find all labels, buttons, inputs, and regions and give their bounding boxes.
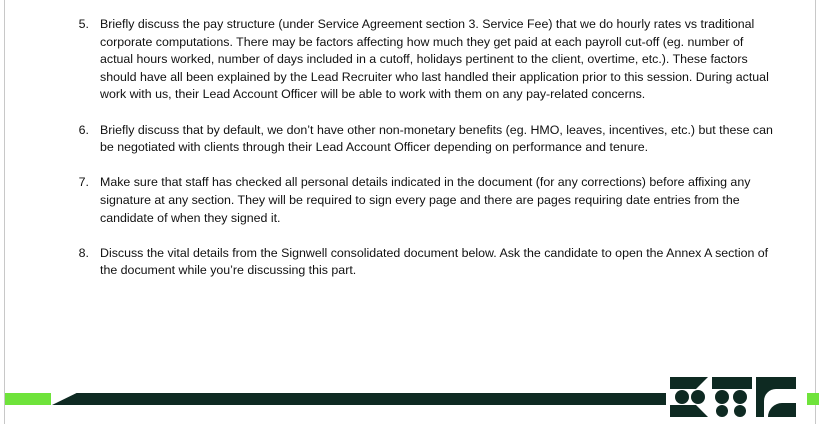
list-item (5, 174, 817, 227)
list-item-text: Make sure that staff has checked all personal details indicated in the document (for any corrections) before affixing any signature at any section. They will be required to sign every page and there are pages requiring date entries from the candidate of when they signed it. (100, 175, 751, 225)
list-item-text: Briefly discuss that by default, we don’t have other non-monetary benefits (eg. HMO, leaves, incentives, etc.) but these can be negotiated with clients through their Lead Account Officer depending on performance and tenure. (100, 122, 773, 155)
list-item-number: 7. (78, 175, 89, 190)
numbered-list (5, 16, 817, 298)
list-item (5, 16, 817, 104)
list-item (5, 245, 817, 280)
footer-dark-bar (52, 393, 666, 405)
document-page (4, 0, 816, 424)
list-item-number: 5. (78, 17, 89, 31)
footer-accent-bar-left (5, 393, 51, 405)
list-item-number: 8. (78, 245, 89, 260)
list-item-text: Discuss the vital details from the Signwell consolidated document below. Ask the candidate to open the Annex A section of the document while you’re discussing this part. (100, 245, 769, 278)
brand-logo-icon (668, 375, 798, 419)
list-item (5, 122, 817, 157)
list-item-text: Briefly discuss the pay structure (under Service Agreement section 3. Service Fee) that we do hourly rates vs traditional corporate computations. There may be factors affecting how much they get paid at each payroll cut-off (eg. number of actual hours worked, number of days included in a cutoff, holidays pertinent to the client, overtime, etc.). These factors should have all been explained by the Lead Recruiter who last handled their application prior to this session. During actual work with us, their Lead Account Officer will be able to work with them on any pay-related concerns. (100, 17, 769, 102)
list-item-number: 6. (78, 122, 89, 137)
footer-accent-bar-right (807, 393, 819, 405)
